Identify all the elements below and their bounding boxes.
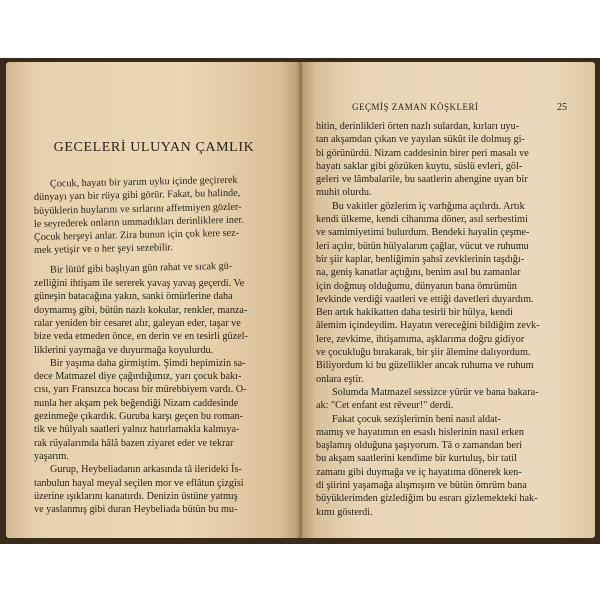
text-line: bi görünürdü. Nizam caddesinin birer peri masalı ve bbox=[316, 147, 529, 159]
text-line: dece Matmazel diye çağırdığımız, yarı çocuk bakı- bbox=[34, 371, 242, 383]
text-line: dünyayı yarı bir rüya gibi görür. Fakat, bu halinde, bbox=[33, 187, 241, 204]
text-line: bize veda etmeden önce, en derin ve en tesirli güzel- bbox=[34, 331, 248, 343]
text-line: Solumda Matmazel sessizce yürür ve bana bakara- bbox=[332, 386, 539, 398]
text-line: için doğmuş olduğumu, dünyanın bana ömrümün bbox=[316, 280, 517, 292]
text-line: mamış ve hayatımın en esaslı hislerinin nasıl erken bbox=[316, 426, 524, 438]
text-line: üzerine ışıklarını kanatırdı. Denizin üstüne yatmış bbox=[34, 490, 238, 502]
text-line: Bir yaşıma daha girmiştim. Şimdi hepimizin sa- bbox=[50, 357, 246, 369]
text-line: muhit olurdu. bbox=[316, 187, 372, 199]
text-line: na, geniş kanatlar açtığını, benim asıl bu zamanlar bbox=[316, 267, 521, 279]
text-line: ralar yeniden bir cesaret alır, galeyan eder, taşar ve bbox=[34, 317, 241, 329]
open-book bbox=[0, 58, 600, 544]
text-line: ak: "Cet enfant est rêveur!" derdi. bbox=[316, 400, 454, 412]
text-line: büyüklerimden gizlediğim bu esrarı gizlemekteki hak- bbox=[316, 493, 538, 505]
text-line: âlemim içindeydim. Hayatın vereceğini bildiğim zevk- bbox=[316, 320, 540, 332]
text-line: Gurup, Heybeliadanın arkasında tâ ilerideki İs- bbox=[50, 464, 242, 476]
text-line: ve samimiyetimi bulurdum. Bendeki hayalin çeşme- bbox=[316, 227, 530, 239]
text-line: Çocuk herşeyi anlar. Zira bunun için çok kere sez- bbox=[33, 227, 240, 244]
text-line: Bu vakitler gözlerim iç varhğıma açılırdı. Artık bbox=[332, 200, 525, 212]
text-line: güneşin batacağına yakın, sanki ömürlerine daha bbox=[34, 291, 233, 303]
text-line: yaşarım. bbox=[34, 450, 69, 462]
text-line: liklerini yaymağa ve duyurmağa koyulurdu. bbox=[34, 344, 214, 356]
text-line: nunla her akşam pek beğendiği Nizam caddesinde bbox=[34, 397, 239, 409]
text-line: hitin, derinlikleri örten nazlı sulardan, kırları uyu- bbox=[316, 121, 520, 132]
text-line: Fakat çocuk sezişlerimin beni nasıl aldat- bbox=[332, 413, 501, 425]
text-line: Ben artık hakikatten daha tesirli bir hülya, kendi bbox=[316, 307, 513, 319]
text-line: kımı gösterdi. bbox=[316, 506, 373, 518]
page-number: 25 bbox=[557, 102, 567, 113]
text-line: tan akşamdan çıkan ve yayılan sükût ile dolmuş gi- bbox=[316, 134, 525, 146]
left-page bbox=[6, 62, 302, 538]
text-line: başlamış olduğuna şaşıyorum. Tâ o zamandan beri bbox=[316, 440, 523, 452]
text-line: bu akşam saatlerini kendime bir kurtuluş, bir tatil bbox=[316, 453, 517, 465]
text-line: hayatı saklar gibi gözüken kuytu, süslü evleri, göl- bbox=[316, 160, 523, 172]
text-line: zamanı gibi duymağa ve iç hayatıma dönerek ken- bbox=[316, 466, 522, 478]
text-line: büyüklerin huylarını ve sırlarını affetmiyen gözler- bbox=[33, 201, 242, 217]
text-line: mek yetişir ve o her şeyi sezebilir. bbox=[33, 242, 173, 257]
text-line: gezinmeğe çıkardık. Guruba karşı geçen bu roman- bbox=[34, 411, 244, 423]
chapter-title: GECELERİ ULUYAN ÇAMLIK bbox=[53, 140, 255, 155]
text-line: kendi ülkeme, kendi cihanıma döner, asıl serbestimi bbox=[316, 214, 528, 226]
text-line: Çocuk, hayatı bir yarım uyku içinde geçirerek bbox=[49, 174, 238, 190]
text-line: zelliğini ihtişam ile sererek yavaş yavaş geçerdi. Ve bbox=[34, 278, 245, 290]
text-line: Bir lütüf gibi başlıyan gün rahat ve sıcak gü- bbox=[49, 260, 233, 276]
text-line: le seyrederek onların ummadıkları derinliklere iner. bbox=[33, 214, 244, 230]
text-line: rak rüyalarımda hâlâ bazen ziyaret eder ve tekrar bbox=[34, 437, 234, 449]
text-line: lere, zevkime, ihtişamıma, aşklarıma doğru gidiyor bbox=[316, 333, 525, 345]
text-line: geleri ve lâmbalarile, bu saatlerin ahengine uyan bir bbox=[316, 174, 528, 186]
text-line: levkinde verdiği vaatleri ve ettiği davetleri duyardım. bbox=[316, 293, 534, 305]
text-line: doymamış gibi, bütün nazlı kokular, renkler, manza- bbox=[34, 304, 248, 316]
left-page-text bbox=[33, 174, 300, 516]
running-head: GEÇMİŞ ZAMAN KÖŞKLERİ bbox=[352, 102, 479, 112]
text-line: cısı, yarı Fransızca hocası bir mürebbiyem vardı. O- bbox=[34, 384, 247, 396]
text-line: Biliyordum ki bu güzellikler ancak ruhuma ve ruhum bbox=[316, 360, 534, 372]
right-page-text bbox=[316, 120, 572, 519]
text-line: onlara eştir. bbox=[316, 373, 364, 385]
text-line: ve yaslanmış gibi duran Heybeliada bütün bu mu- bbox=[34, 504, 238, 516]
text-line: tanbulun hayal meyal seçilen mor ve eflâtun çizgisi bbox=[34, 477, 244, 489]
text-line: bir şiir kaplar, benliğimin şahsî zevklerinin taşdığı- bbox=[316, 253, 525, 265]
text-line: tik ve hülyalı saatleri yalnız hatırlamakla kalmıya- bbox=[34, 424, 240, 436]
text-line: di şiirini yaşamağa alışmışım ve bütün ömrüm bana bbox=[316, 480, 527, 492]
right-page bbox=[302, 62, 595, 538]
text-line: ve çocukluğu bırakarak, bir şiir âlemine dalıyordum. bbox=[316, 347, 531, 359]
text-line: leri açılır, bütün hülyalarım çağlar, vücut ve ruhumu bbox=[316, 240, 529, 252]
